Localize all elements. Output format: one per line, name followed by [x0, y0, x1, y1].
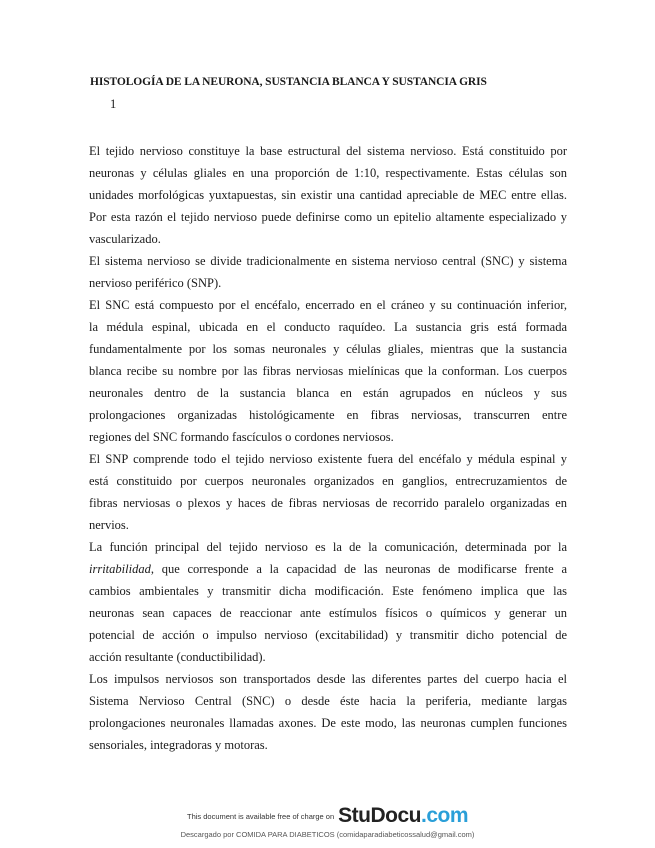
paragraph — [89, 668, 567, 756]
text-line: El tejido nervioso constituye la base estructural del sistema nervioso. Está constituido por — [89, 144, 567, 158]
text-line: El SNP comprende todo el tejido nervioso existente fuera del encéfalo y médula espinal y — [89, 452, 567, 466]
download-notice: Descargado por COMIDA PARA DIABETICOS (comidaparadiabeticossalud@gmail.com) — [180, 830, 475, 839]
studocu-footer — [0, 804, 655, 828]
text-line: fibras nerviosas o plexos y haces de fibras nerviosas de recorrido paralelo organizadas en — [89, 496, 567, 510]
studocu-logo-domain: .com — [420, 804, 468, 827]
document-title: HISTOLOGÍA DE LA NEURONA, SUSTANCIA BLANCA Y SUSTANCIA GRIS — [90, 76, 487, 88]
text-line: está constituido por cuerpos neuronales organizados en ganglios, entrecruzamientos de — [89, 474, 567, 488]
text-line: neuronas y células gliales en una proporción de 1:10, respectivamente. Estas células son — [89, 166, 567, 180]
text-line: Por esta razón el tejido nervioso puede definirse como un epitelio altamente especializado y — [89, 210, 567, 224]
text-line: nervios. — [89, 518, 129, 532]
paragraph — [89, 140, 567, 250]
text-line: unidades morfológicas yuxtapuestas, sin existir una cantidad apreciable de MEC entre ellas. — [89, 188, 567, 202]
text-line: acción resultante (conductibilidad). — [89, 650, 266, 664]
document-body — [89, 140, 567, 756]
paragraph — [89, 294, 567, 448]
text-line: potencial de acción o impulso nervioso (excitabilidad) y transmitir dicho potencial de — [89, 628, 567, 642]
availability-notice: This document is available free of charge on — [186, 811, 335, 821]
text-line: cambios ambientales y transmitir dicha modificación. Este fenómeno implica que las — [89, 584, 567, 598]
text-line: irritabilidad, que corresponde a la capacidad de las neuronas de modificarse frente a — [89, 562, 567, 576]
text-line: neuronales dentro de la sustancia blanca en están agrupados en núcleos y sus — [89, 386, 567, 400]
italic-term: irritabilidad — [89, 562, 151, 576]
text-line: blanca recibe su nombre por las fibras nerviosas mielínicas que la conforman. Los cuerpos — [89, 364, 567, 378]
text-line: Los impulsos nerviosos son transportados desde las diferentes partes del cuerpo hacia el — [89, 672, 567, 686]
text-line: prolongaciones neuronales llamadas axones. De este modo, las neuronas cumplen funciones — [89, 716, 567, 730]
text-line: El SNC está compuesto por el encéfalo, encerrado en el cráneo y su continuación inferior, — [89, 298, 567, 312]
text-line: La función principal del tejido nervioso es la de la comunicación, determinada por la — [89, 540, 567, 554]
text-line: regiones del SNC formando fascículos o cordones nerviosos. — [89, 430, 394, 444]
text-line: la médula espinal, ubicada en el conducto raquídeo. La sustancia gris está formada — [89, 320, 567, 334]
paragraph — [89, 448, 567, 536]
text-line: vascularizado. — [89, 232, 161, 246]
text-line: El sistema nervioso se divide tradicionalmente en sistema nervioso central (SNC) y sistema — [89, 254, 567, 268]
paragraph — [89, 536, 567, 668]
studocu-logo[interactable] — [338, 804, 468, 828]
text-line: fundamentalmente por los somas neuronales y células gliales, mientras que la sustancia — [89, 342, 567, 356]
title-footnote-number: 1 — [110, 97, 117, 111]
text-line: nervioso periférico (SNP). — [89, 276, 222, 290]
text-line: sensoriales, integradoras y motoras. — [89, 738, 268, 752]
studocu-logo-name: StuDocu — [338, 804, 421, 827]
paragraph — [89, 250, 567, 294]
text-line: neuronas sean capaces de reaccionar ante estímulos físicos o químicos y generar un — [89, 606, 567, 620]
text-line: prolongaciones organizadas histológicamente en fibras nerviosas, transcurren entre — [89, 408, 567, 422]
text-line: Sistema Nervioso Central (SNC) o desde éste hacia la periferia, mediante largas — [89, 694, 567, 708]
